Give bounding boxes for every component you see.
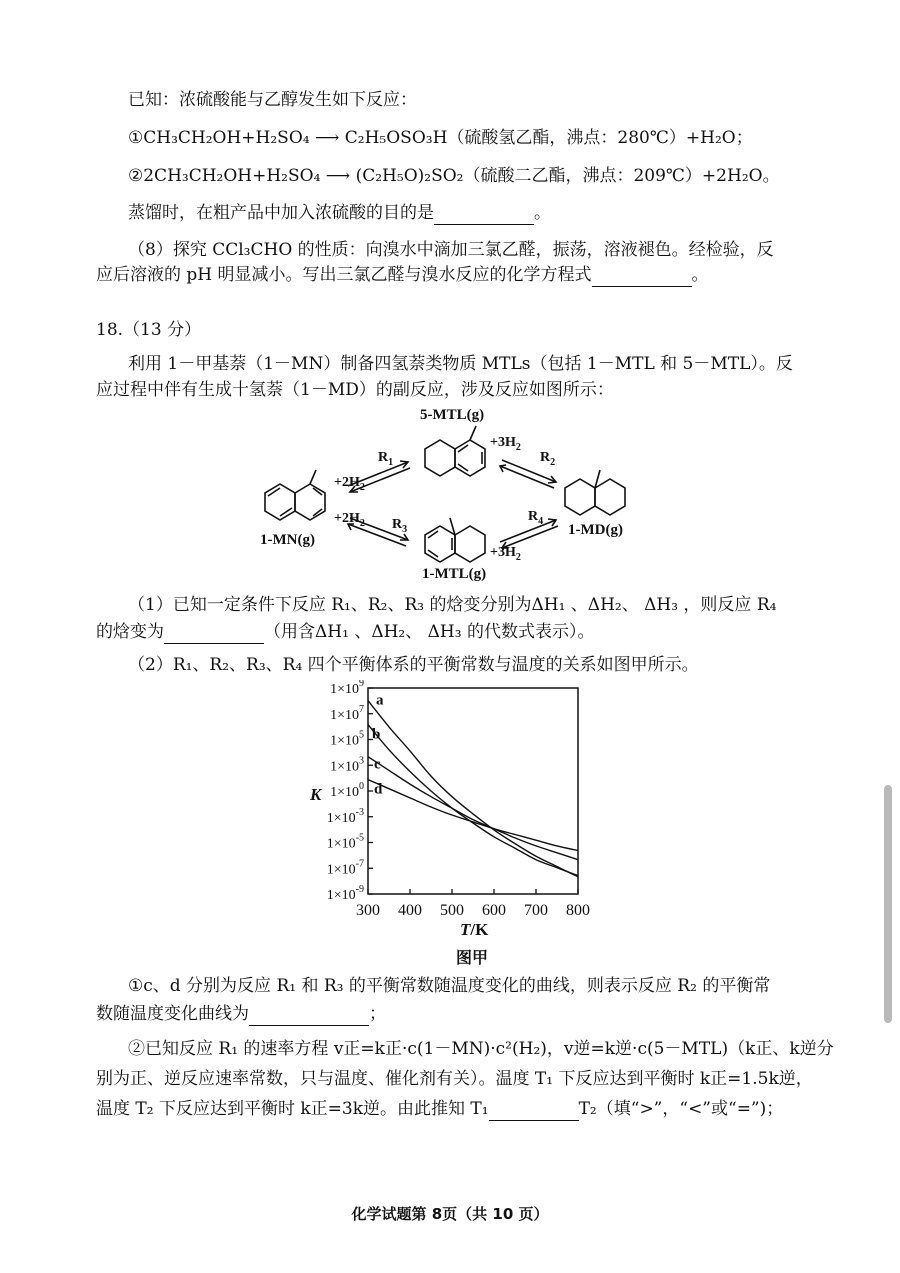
distill-question [128, 201, 551, 225]
y-axis-label: K [310, 785, 322, 804]
q2-2-line-2: 别为正、逆反应速率常数，只与温度、催化剂有关）。温度 T₁ 下反应达到平衡时 k正=1.5k逆， [96, 1069, 813, 1089]
one-md-structure [565, 470, 625, 515]
sub1-line-1: （1）已知一定条件下反应 R₁、R₂、R₃ 的焓变分别为ΔH₁ 、ΔH₂、 ΔH₃ ，则反应 R₄ [128, 595, 777, 615]
q18-intro-line-1: 利用 1－甲基萘（1－MN）制备四氢萘类物质 MTLs（包括 1－MTL 和 5－MTL）。反 [128, 354, 793, 374]
y-tick-label: $1\times 10^7$ [330, 703, 364, 723]
x-tick-label: 700 [524, 902, 548, 919]
label-h2-r4: $+3H_2$ [490, 545, 521, 563]
distill-question-end: 。 [534, 203, 551, 223]
label-r2: $R_2$ [540, 450, 556, 468]
distill-question-text: 蒸馏时，在粗产品中加入浓硫酸的目的是 [128, 203, 434, 223]
y-tick-label: $1\times 10^3$ [330, 755, 364, 775]
sub1-end: （用含ΔH₁ 、ΔH₂、 ΔH₃ 的代数式表示）。 [264, 622, 595, 642]
label-h2-r3: $+2H_2$ [334, 511, 365, 529]
q8-line-2 [96, 263, 709, 287]
curve-c [368, 757, 578, 860]
q8-text: 应后溶液的 pH 明显减小。写出三氯乙醛与溴水反应的化学方程式 [96, 265, 592, 285]
q8-line-1: （8）探究 CCl₃CHO 的性质：向溴水中滴加三氯乙醛，振荡，溶液褪色。经检验，反 [128, 240, 774, 260]
sub1-text: 的焓变为 [96, 622, 164, 642]
q2-1-end: ； [369, 1004, 386, 1024]
answer-blank[interactable] [434, 206, 534, 225]
answer-blank[interactable] [164, 625, 264, 644]
known-intro: 已知：浓硫酸能与乙醇发生如下反应： [128, 90, 417, 110]
answer-blank[interactable] [592, 268, 692, 287]
y-tick-label: $1\times 10^0$ [330, 781, 364, 800]
label-1-mn: 1-MN(g) [260, 532, 315, 548]
q2-1-line-2 [96, 1002, 386, 1026]
label-r1: $R_1$ [378, 450, 394, 468]
x-tick-label: 300 [356, 902, 380, 919]
arrow-icon: ⟶ [320, 166, 356, 186]
y-tick-label: $1\times 10^{-7}$ [326, 858, 364, 878]
curve-d [368, 780, 578, 851]
q2-2-text: 温度 T₂ 下反应达到平衡时 k正=3k逆。由此推知 T₁ [96, 1099, 489, 1119]
y-tick-label: $1\times 10^9$ [330, 680, 364, 697]
curve-label-c: c [374, 756, 381, 773]
vertical-scrollbar[interactable] [884, 785, 892, 1023]
reaction-1-products: C₂H₅OSO₃H（硫酸氢乙酯，沸点：280℃）+H₂O； [344, 128, 753, 148]
x-axis-label: T/K [460, 920, 489, 939]
sub1-line-2 [96, 620, 594, 644]
q2-2-end: T₂（填“>”，“<”或“=”)； [578, 1099, 784, 1119]
x-tick-label: 800 [566, 902, 590, 919]
reaction-1-reactants: ①CH₃CH₂OH+H₂SO₄ [128, 128, 310, 148]
reaction-2-products: (C₂H₅O)₂SO₂（硫酸二乙酯，沸点：209℃）+2H₂O。 [355, 166, 780, 186]
label-h2-r1: $+2H_2$ [334, 475, 365, 493]
arrow-icon: ⟶ [309, 128, 345, 148]
plot-frame [368, 688, 578, 894]
one-mtl-structure [425, 518, 485, 562]
methylnaphthalene-structure [265, 470, 325, 520]
label-1-mtl: 1-MTL(g) [422, 566, 487, 582]
five-mtl-structure [425, 426, 485, 476]
curve-label-a: a [376, 692, 384, 709]
reaction-2-reactants: ②2CH₃CH₂OH+H₂SO₄ [128, 166, 321, 186]
answer-blank[interactable] [489, 1102, 579, 1121]
reaction-2 [128, 164, 780, 188]
page-footer: 化学试题第 8页（共 10 页） [351, 1205, 549, 1223]
y-tick-label: $1\times 10^{-9}$ [326, 884, 364, 903]
sub2-line-1: （2）R₁、R₂、R₃、R₄ 四个平衡体系的平衡常数与温度的关系如图甲所示。 [128, 655, 699, 675]
label-r3: $R_3$ [392, 517, 408, 535]
label-5-mtl: 5-MTL(g) [420, 407, 485, 423]
chart-caption: 图甲 [456, 950, 489, 967]
q18-header: 18.（13 分） [96, 320, 202, 340]
y-tick-label: $1\times 10^5$ [330, 729, 364, 749]
answer-blank[interactable] [249, 1007, 369, 1026]
reaction-scheme [250, 404, 660, 584]
curve-a [368, 701, 578, 877]
curve-b [368, 725, 578, 876]
curve-label-d: d [374, 781, 383, 798]
x-tick-label: 600 [482, 902, 506, 919]
reaction-1 [128, 126, 753, 150]
q2-1-text: 数随温度变化曲线为 [96, 1004, 249, 1024]
label-1-md: 1-MD(g) [568, 522, 623, 538]
q18-intro-line-2: 应过程中伴有生成十氢萘（1－MD）的副反应，涉及反应如图所示： [96, 380, 614, 400]
curve-label-b: b [372, 726, 381, 743]
label-h2-r2: $+3H_2$ [490, 435, 521, 453]
label-r4: $R_4$ [528, 509, 544, 527]
y-tick-label: $1\times 10^{-5}$ [326, 832, 364, 852]
q2-2-line-1: ②已知反应 R₁ 的速率方程 v正=k正·c(1－MN)·c²(H₂)，v逆=k逆·c(5－MTL)（k正、k逆分 [128, 1039, 834, 1059]
y-tick-label: $1\times 10^{-3}$ [326, 806, 364, 826]
q8-end: 。 [691, 265, 709, 285]
x-tick-label: 500 [440, 902, 464, 919]
q2-2-line-3 [96, 1097, 783, 1121]
x-tick-label: 400 [398, 902, 422, 919]
equilibrium-constant-chart [290, 680, 620, 970]
q2-1-line-1: ①c、d 分别为反应 R₁ 和 R₃ 的平衡常数随温度变化的曲线，则表示反应 R₂ 的平衡常 [128, 976, 771, 996]
